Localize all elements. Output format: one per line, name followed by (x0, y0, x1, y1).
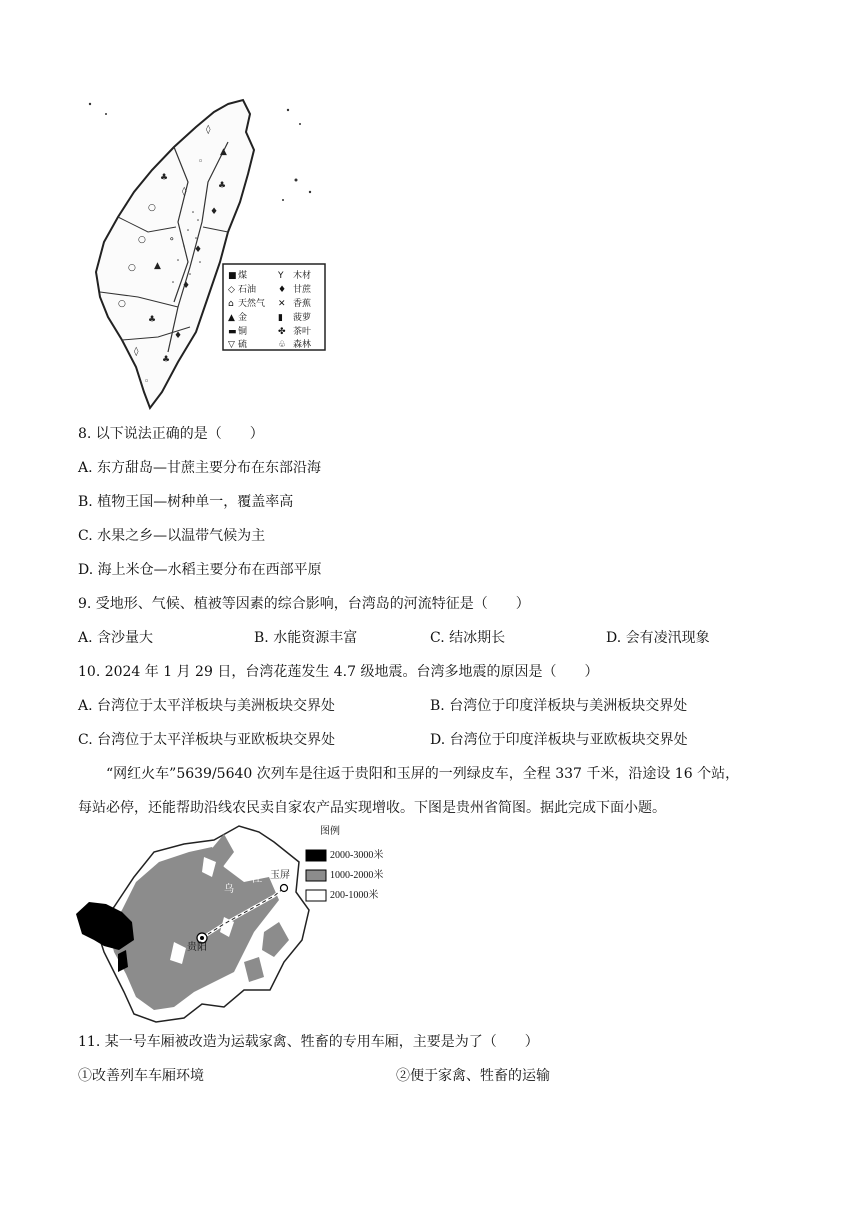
legend-label-200-1000: 200-1000米 (330, 890, 379, 901)
question-8-option-d: D. 海上米仓—水稻主要分布在西部平原 (78, 562, 322, 578)
question-10-option-d: D. 台湾位于印度洋板块与亚欧板块交界处 (430, 732, 688, 748)
svg-text:▽: ▽ (228, 340, 235, 350)
legend-label-1000-2000: 1000-2000米 (330, 870, 384, 881)
legend-label-2000-3000: 2000-3000米 (330, 850, 384, 861)
svg-text:✤: ✤ (278, 327, 286, 337)
svg-text:■: ■ (228, 271, 237, 281)
svg-text:◊: ◊ (134, 347, 139, 357)
svg-text:香蕉: 香蕉 (293, 299, 312, 309)
question-11-option-2: ②便于家禽、牲畜的运输 (396, 1068, 550, 1084)
city-label-yuping: 玉屏 (270, 870, 290, 881)
svg-text:♦: ♦ (182, 281, 191, 291)
svg-text:石油: 石油 (238, 285, 257, 295)
svg-text:♧: ♧ (278, 340, 287, 350)
question-10-option-a: A. 台湾位于太平洋板块与美洲板块交界处 (78, 698, 336, 714)
question-8-option-a: A. 东方甜岛—甘蔗主要分布在东部沿海 (78, 460, 322, 476)
svg-text:✕: ✕ (278, 299, 286, 309)
question-11-stem: 11. 某一号车厢被改造为运载家禽、牲畜的专用车厢，主要是为了（ ） (78, 1034, 539, 1050)
svg-text:◊: ◊ (182, 187, 187, 197)
svg-text:♦: ♦ (194, 245, 203, 255)
question-10-option-c: C. 台湾位于太平洋板块与亚欧板块交界处 (78, 732, 336, 748)
svg-text:◇: ◇ (228, 285, 235, 295)
svg-text:○: ○ (138, 235, 146, 245)
svg-text:金: 金 (238, 313, 248, 323)
legend-title: 图例 (320, 826, 340, 837)
passage-line-1: “网红火车”5639/5640 次列车是往返于贵阳和玉屏的一列绿皮车，全程 337 千米，沿途设 16 个站， (106, 766, 740, 782)
question-9-option-a: A. 含沙量大 (78, 630, 154, 646)
svg-text:▲: ▲ (220, 147, 227, 157)
svg-text:♦: ♦ (174, 331, 183, 341)
question-9-stem: 9. 受地形、气候、植被等因素的综合影响，台湾岛的河流特征是（ ） (78, 596, 530, 612)
passage-line-2: 每站必停，还能帮助沿线农民卖自家农产品实现增收。下图是贵州省简图。据此完成下面小题。 (78, 800, 666, 816)
svg-text:▲: ▲ (228, 313, 235, 323)
svg-text:⌂: ⌂ (228, 299, 234, 309)
svg-text:铜: 铜 (238, 327, 248, 337)
svg-text:♣: ♣ (162, 355, 171, 365)
svg-text:菠萝: 菠萝 (293, 313, 312, 323)
svg-text:○: ○ (118, 299, 126, 309)
question-8-option-b: B. 植物王国—树种单一，覆盖率高 (78, 494, 294, 510)
svg-text:硫: 硫 (238, 340, 248, 350)
river-label-jiang: 江 (252, 874, 262, 885)
taiwan-resource-map (78, 92, 338, 412)
question-9-option-c: C. 结冰期长 (430, 630, 506, 646)
taiwan-island-outline (96, 100, 257, 408)
svg-text:○: ○ (148, 203, 156, 213)
svg-text:▲: ▲ (154, 261, 161, 271)
svg-text:◦: ◦ (144, 377, 150, 387)
question-8-stem: 8. 以下说法正确的是（ ） (78, 426, 264, 442)
legend-coal: 煤 (238, 271, 248, 281)
svg-text:♣: ♣ (160, 173, 169, 183)
svg-text:◦: ◦ (198, 157, 204, 167)
svg-text:♦: ♦ (210, 207, 219, 217)
yuping-marker (281, 885, 288, 892)
svg-text:▬: ▬ (228, 327, 237, 337)
svg-text:♦: ♦ (278, 285, 287, 295)
svg-text:⚬: ⚬ (168, 235, 176, 245)
guizhou-map-figure (74, 822, 404, 1027)
svg-text:Y: Y (278, 271, 284, 281)
svg-text:○: ○ (128, 263, 136, 273)
svg-text:♣: ♣ (148, 315, 157, 325)
svg-text:甘蔗: 甘蔗 (293, 285, 312, 295)
river-label-wu: 乌 (224, 884, 234, 895)
svg-text:♣: ♣ (218, 181, 227, 191)
svg-text:茶叶: 茶叶 (293, 327, 312, 337)
question-10-stem: 10. 2024 年 1 月 29 日，台湾花莲发生 4.7 级地震。台湾多地震的原因是（ ） (78, 664, 599, 680)
question-11-option-1: ①改善列车车厢环境 (78, 1068, 204, 1084)
question-9-option-d: D. 会有凌汛现象 (606, 630, 710, 646)
svg-text:森林: 森林 (293, 340, 312, 350)
question-9-option-b: B. 水能资源丰富 (254, 630, 358, 646)
svg-text:木材: 木材 (293, 271, 312, 281)
question-8-option-c: C. 水果之乡—以温带气候为主 (78, 528, 266, 544)
svg-text:▮: ▮ (278, 313, 283, 323)
question-10-option-b: B. 台湾位于印度洋板块与美洲板块交界处 (430, 698, 688, 714)
svg-text:◊: ◊ (206, 125, 211, 135)
city-label-guiyang: 贵阳 (187, 942, 207, 953)
svg-text:天然气: 天然气 (238, 299, 266, 309)
